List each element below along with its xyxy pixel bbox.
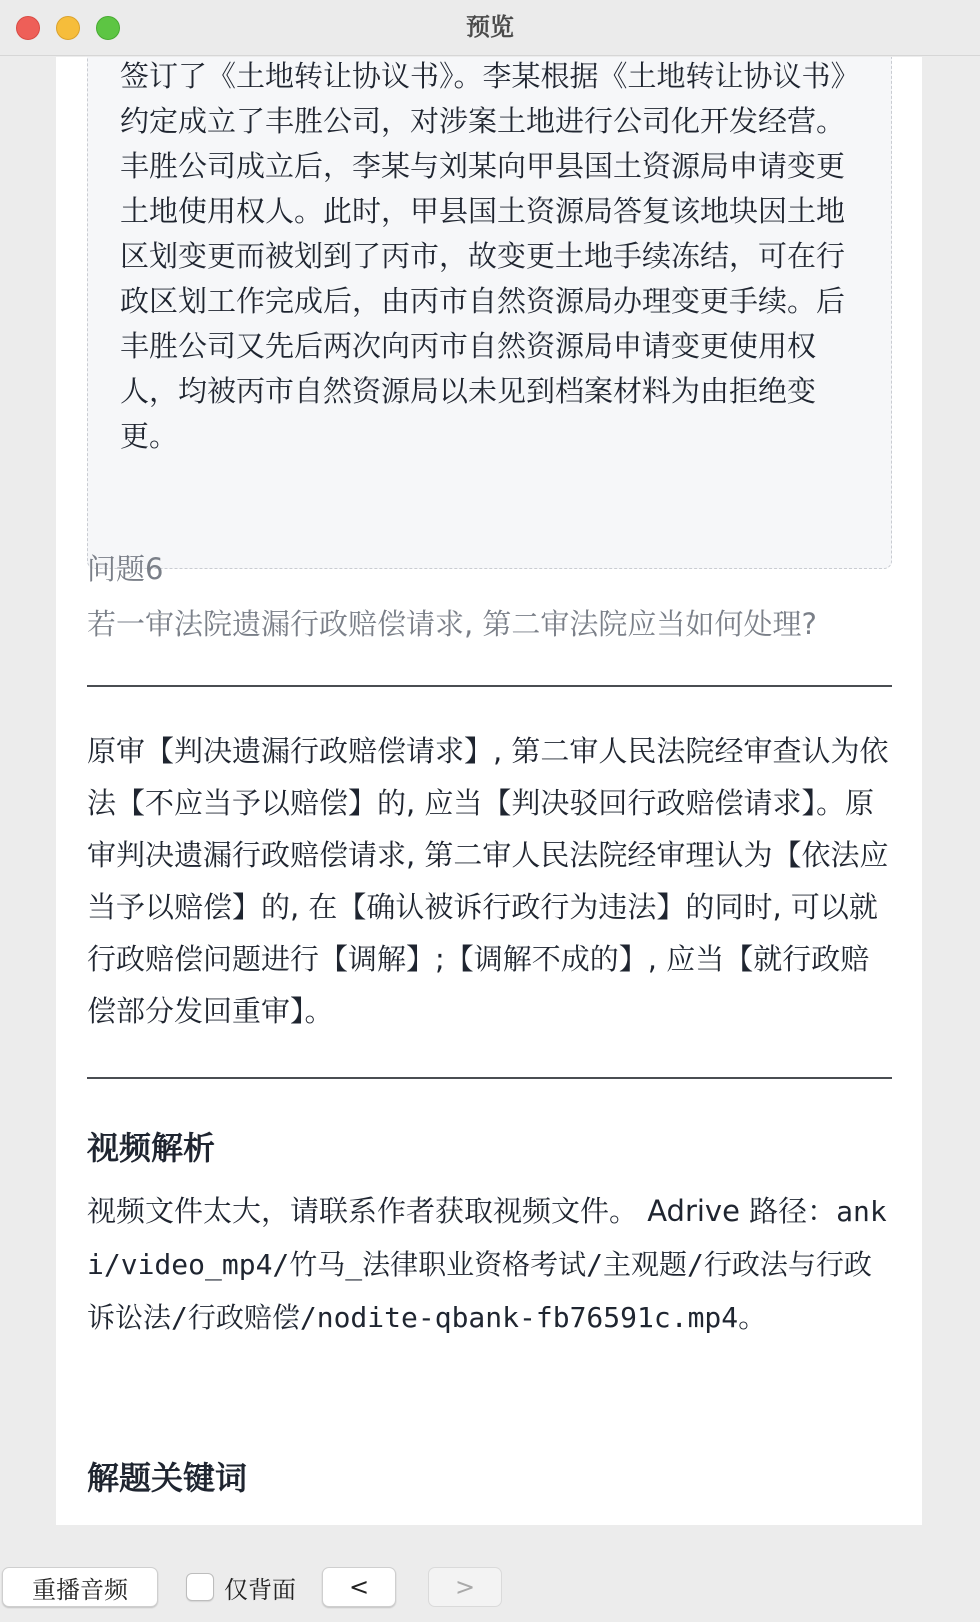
video-note: 视频文件太大，请联系作者获取视频文件。 Adrive 路径： [87, 1194, 837, 1228]
window-title: 预览 [466, 13, 514, 41]
question-number: 问题6 [87, 552, 164, 586]
case-quote-box [87, 57, 892, 569]
case-paragraph-2: 丰胜公司成立后，李某与刘某向甲县国土资源局申请变更土地使用权人。此时，甲县国土资源局答复该地块因土地区划变更而被划到了丙市，故变更土地手续冻结，可在行政区划工作完成后，由丙市自然资源局办理变更手续。后丰胜公司又先后两次向丙市自然资源局申请变更使用权人，均被丙市自然资源局以未见到档案材料为由拒绝变更。 [120, 149, 846, 453]
title-bar [0, 0, 980, 56]
video-note-end: 。 [738, 1300, 768, 1334]
keywords-section-heading: 解题关键词 [87, 1459, 248, 1497]
card-content[interactable] [56, 57, 922, 1525]
case-quote-text [120, 57, 850, 459]
case-paragraph-1: 签订了《土地转让协议书》。李某根据《土地转让协议书》约定成立了丰胜公司，对涉案土地进行公司化开发经营。 [120, 59, 846, 138]
divider [87, 1077, 892, 1079]
question-text: 若一审法院遗漏行政赔偿请求, 第二审法院应当如何处理? [87, 607, 817, 641]
back-only-checkbox[interactable] [186, 1573, 214, 1601]
back-only-toggle[interactable] [186, 1568, 296, 1606]
back-only-label: 仅背面 [224, 1575, 296, 1604]
divider [87, 685, 892, 687]
bottom-toolbar [0, 1525, 980, 1622]
video-section-text [87, 1185, 892, 1344]
previous-button[interactable]: < [322, 1567, 396, 1607]
next-button[interactable]: > [428, 1567, 502, 1607]
replay-audio-button[interactable]: 重播音频 [2, 1567, 158, 1607]
video-section-heading: 视频解析 [87, 1129, 216, 1167]
video-file-path: anki/video_mp4/竹马_法律职业资格考试/主观题/行政法与行政诉讼法/行政赔偿/nodite-qbank-fb76591c.mp4 [87, 1195, 887, 1334]
answer-text: 原审【判决遗漏行政赔偿请求】, 第二审人民法院经审查认为依法【不应当予以赔偿】的, 应当【判决驳回行政赔偿请求】。原审判决遗漏行政赔偿请求, 第二审人民法院经审理认为【依法应当予以赔偿】的, 在【确认被诉行政行为违法】的同时, 可以就行政赔偿问题进行【调解】;【调解不成的】, 应当【就行政赔偿部分发回重审】。 [87, 734, 889, 1028]
